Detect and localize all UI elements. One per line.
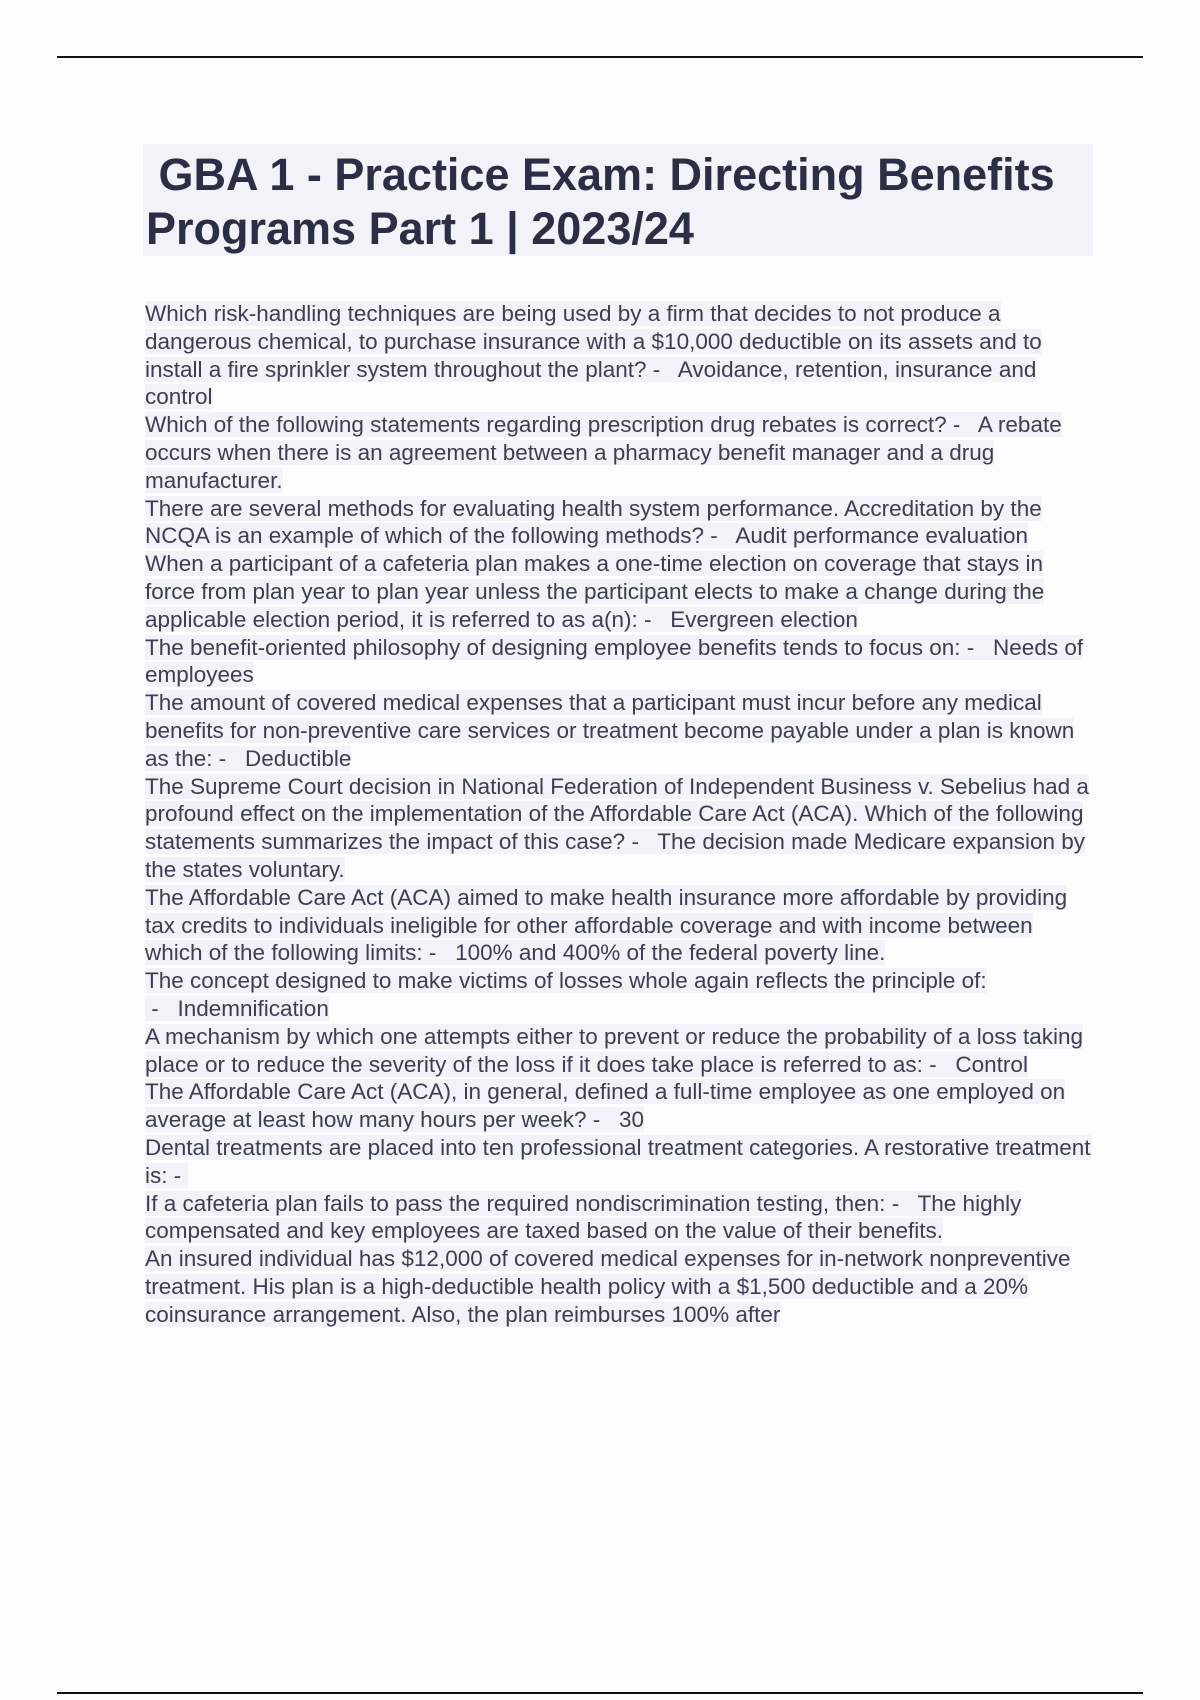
qa-entry: The concept designed to make victims of losses whole again reflects the principle of: - Indemnification bbox=[145, 968, 987, 1021]
answer-text: A rebate occurs when there is an agreement between a pharmacy benefit manager and a drug manufacturer. bbox=[145, 412, 1062, 493]
qa-entry: Dental treatments are placed into ten professional treatment categories. A restorative treatment is: - bbox=[145, 1134, 1091, 1188]
question-text: The concept designed to make victims of losses whole again reflects the principle of: bbox=[145, 968, 987, 994]
question-text: If a cafeteria plan fails to pass the required nondiscrimination testing, then: bbox=[145, 1190, 886, 1216]
qa-entry: When a participant of a cafeteria plan makes a one-time election on coverage that stays in force from plan year to plan year unless the participant elects to make a change during the applicable election period, it is referred to as a(n): - Evergreen election bbox=[145, 551, 1045, 632]
answer-text: Indemnification bbox=[177, 995, 329, 1021]
qa-entry bbox=[145, 1245, 1095, 1328]
title-block bbox=[143, 144, 1093, 256]
question-text: The amount of covered medical expenses that a participant must incur before any medical benefits for non-preventive care services or treatment become payable under a plan is known as the: bbox=[145, 690, 1075, 771]
question-text: When a participant of a cafeteria plan makes a one-time election on coverage that stays in force from plan year to plan year unless the participant elects to make a change during the applicable election period, it is referred to as a(n): bbox=[145, 551, 1045, 632]
qa-entry: There are several methods for evaluating health system performance. Accreditation by the NCQA is an example of which of the following methods? - Audit performance evaluation bbox=[145, 495, 1042, 549]
qa-entry: A mechanism by which one attempts either to prevent or reduce the probability of a loss taking place or to reduce the severity of the loss if it does take place is referred to as: - Control bbox=[145, 1023, 1084, 1077]
answer-text: Audit performance evaluation bbox=[735, 523, 1028, 549]
qa-entry: Which risk-handling techniques are being used by a firm that decides to not produce a dangerous chemical, to purchase insurance with a $10,000 deductible on its assets and to install a fire sprinkler system throughout the plant? - Avoidance, retention, insurance and control bbox=[145, 301, 1042, 410]
qa-entry: The Affordable Care Act (ACA), in general, defined a full-time employee as one employed on average at least how many hours per week? - 30 bbox=[145, 1079, 1066, 1133]
question-text: Dental treatments are placed into ten professional treatment categories. A restorative treatment is: bbox=[145, 1134, 1091, 1188]
question-text: A mechanism by which one attempts either to prevent or reduce the probability of a loss taking place or to reduce the severity of the loss if it does take place is referred to as: bbox=[145, 1023, 1084, 1077]
qa-entry: If a cafeteria plan fails to pass the required nondiscrimination testing, then: - The highly compensated and key employees are taxed based on the value of their benefits. bbox=[145, 1190, 1022, 1244]
bottom-rule bbox=[57, 1692, 1143, 1694]
qa-entry: Which of the following statements regarding prescription drug rebates is correct? - A rebate occurs when there is an agreement between a pharmacy benefit manager and a drug manufacturer. bbox=[145, 412, 1062, 493]
answer-text: Evergreen election bbox=[670, 606, 858, 632]
qa-entry: The benefit-oriented philosophy of designing employee benefits tends to focus on: - Needs of employees bbox=[145, 634, 1084, 688]
question-text: The Affordable Care Act (ACA), in general, defined a full-time employee as one employed on average at least how many hours per week? bbox=[145, 1079, 1066, 1133]
qa-list bbox=[145, 300, 1095, 1328]
answer-text: 30 bbox=[619, 1107, 645, 1133]
question-text: Which risk-handling techniques are being used by a firm that decides to not produce a dangerous chemical, to purchase insurance with a $10,000 deductible on its assets and to install a fire sprinkler system throughout the plant? bbox=[145, 301, 1042, 382]
answer-text: Deductible bbox=[245, 745, 352, 771]
qa-entry: The Supreme Court decision in National Federation of Independent Business v. Sebelius had a profound effect on the implementation of the Affordable Care Act (ACA). Which of the following statements summarizes the impact of this case? - The decision made Medicare expansion by the states voluntary. bbox=[145, 773, 1089, 882]
answer-text: Control bbox=[955, 1051, 1028, 1077]
document-title: GBA 1 - Practice Exam: Directing Benefits Programs Part 1 | 2023/24 bbox=[146, 149, 1068, 254]
top-rule bbox=[57, 56, 1143, 58]
question-text: The benefit-oriented philosophy of designing employee benefits tends to focus on: bbox=[145, 634, 961, 660]
qa-entry: The amount of covered medical expenses that a participant must incur before any medical benefits for non-preventive care services or treatment become payable under a plan is known as the: - Deductible bbox=[145, 690, 1075, 771]
question-text: An insured individual has $12,000 of covered medical expenses for in-network nonpreventive treatment. His plan is a high-deductible health policy with a $1,500 deductible and a 20% coinsurance arrangement. Also, the plan reimburses 100% after bbox=[145, 1246, 1071, 1327]
question-text: The Affordable Care Act (ACA) aimed to make health insurance more affordable by providing tax credits to individuals ineligible for other affordable coverage and with income between which of the following limits: bbox=[145, 884, 1068, 966]
answer-text: Avoidance, retention, insurance and control bbox=[145, 356, 1037, 410]
question-text: There are several methods for evaluating health system performance. Accreditation by the NCQA is an example of which of the following methods? bbox=[145, 495, 1042, 549]
question-text: The Supreme Court decision in National Federation of Independent Business v. Sebelius had a profound effect on the implementation of the Affordable Care Act (ACA). Which of the following statements summarizes the impact of this case? bbox=[145, 773, 1089, 855]
answer-text: Needs of employees bbox=[145, 634, 1084, 688]
answer-text: The decision made Medicare expansion by the states voluntary. bbox=[145, 829, 1086, 882]
answer-text: The highly compensated and key employees are taxed based on the value of their benefits. bbox=[145, 1190, 1022, 1244]
qa-entry: The Affordable Care Act (ACA) aimed to make health insurance more affordable by providing tax credits to individuals ineligible for other affordable coverage and with income between which of the following limits: - 100% and 400% of the federal poverty line. bbox=[145, 884, 1068, 966]
question-text: Which of the following statements regarding prescription drug rebates is correct? bbox=[145, 412, 947, 438]
answer-text: 100% and 400% of the federal poverty line. bbox=[455, 940, 886, 966]
